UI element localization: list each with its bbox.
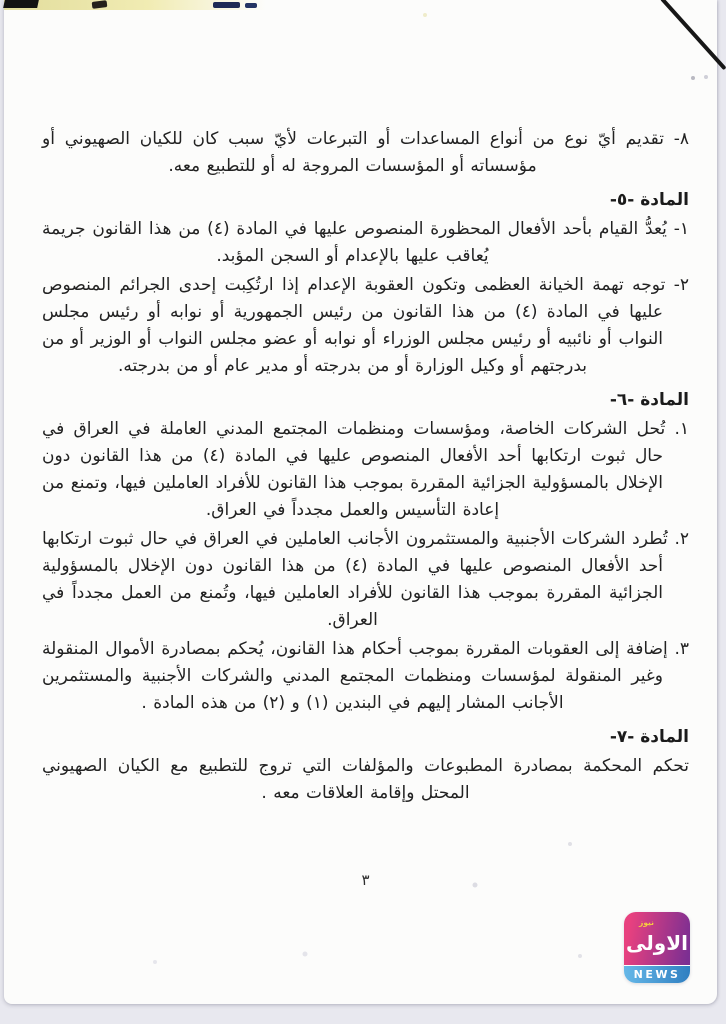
- news-logo: [624, 912, 690, 983]
- page-number: ٣: [361, 871, 370, 889]
- article-6-item-2: ٢. تُطرد الشركات الأجنبية والمستثمرون الأجانب العاملين في العراق في حال ثبوت ارتكابها أحد الأفعال المنصوص عليها في المادة (٤) من هذا القانون دون الإخلال بالمسؤولية الجزائية المقررة بموجب هذا القانون للأفراد العاملين فيها، وتُمنع من العمل مجدداً في العراق.: [42, 529, 689, 630]
- article-7-paragraph: تحكم المحكمة بمصادرة المطبوعات والمؤلفات التي تروج للتطبيع مع الكيان الصهيوني المحتل وإقامة العلاقات معه .: [42, 756, 689, 803]
- article-5-heading: المادة -٥-: [609, 190, 689, 210]
- logo-arabic-wordmark: الاولى: [626, 931, 688, 955]
- clause-8-paragraph: ٨- تقديم أيّ نوع من أنواع المساعدات أو التبرعات لأيّ سبب كان للكيان الصهيوني أو مؤسساته أو المؤسسات المروجة له أو للتطبيع معه.: [42, 129, 689, 176]
- top-edge-black-mark: [3, 0, 39, 8]
- article-5-item-1: ١- يُعدُّ القيام بأحد الأفعال المحظورة المنصوص عليها في المادة (٤) من هذا القانون جريمة يُعاقب عليها بالإعدام أو السجن المؤبد.: [42, 219, 689, 266]
- news-logo-band: [624, 966, 690, 983]
- document-page: [4, 0, 717, 1004]
- article-6-item-3: ٣. إضافة إلى العقوبات المقررة بموجب أحكام هذا القانون، يُحكم بمصادرة الأموال المنقولة وغير المنقولة لمؤسسات ومنظمات المجتمع المدني والشركات الأجنبية والمستثمرين الأجانب المشار إليهم في البندين (١) و (٢) من هذه المادة .: [42, 639, 689, 713]
- document-text: [42, 0, 689, 889]
- paper-noise: [4, 0, 6, 2]
- article-7-heading: المادة -٧-: [609, 727, 689, 747]
- article-6-heading: المادة -٦-: [609, 390, 689, 410]
- logo-arabic-sub-label: نيوز: [639, 918, 654, 927]
- article-6-item-1: ١. تُحل الشركات الخاصة، ومؤسسات ومنظمات المجتمع المدني العاملة في العراق في حال ثبوت ارتكابها أحد الأفعال المنصوص عليها في المادة (٤) من هذا القانون دون الإخلال بالمسؤولية الجزائية المقررة بموجب هذا القانون للأفراد العاملين فيها، وتمنع من إعادة التأسيس والعمل مجدداً في العراق.: [42, 419, 689, 520]
- news-logo-mark: [624, 912, 690, 965]
- article-5-item-2: ٢- توجه تهمة الخيانة العظمى وتكون العقوبة الإعدام إذا ارتُكِبت إحدى الجرائم المنصوص عليها في المادة (٤) من هذا القانون من رئيس الجمهورية أو نوابه أو رئيس مجلس النواب أو نائبيه أو رئيس مجلس الوزراء أو نوابه أو عضو مجلس النواب أو الوزير أو من بدرجتهم أو وكيل الوزارة أو من بدرجته أو مدير عام أو من بدرجته.: [42, 275, 689, 376]
- news-logo-label: NEWS: [633, 968, 681, 981]
